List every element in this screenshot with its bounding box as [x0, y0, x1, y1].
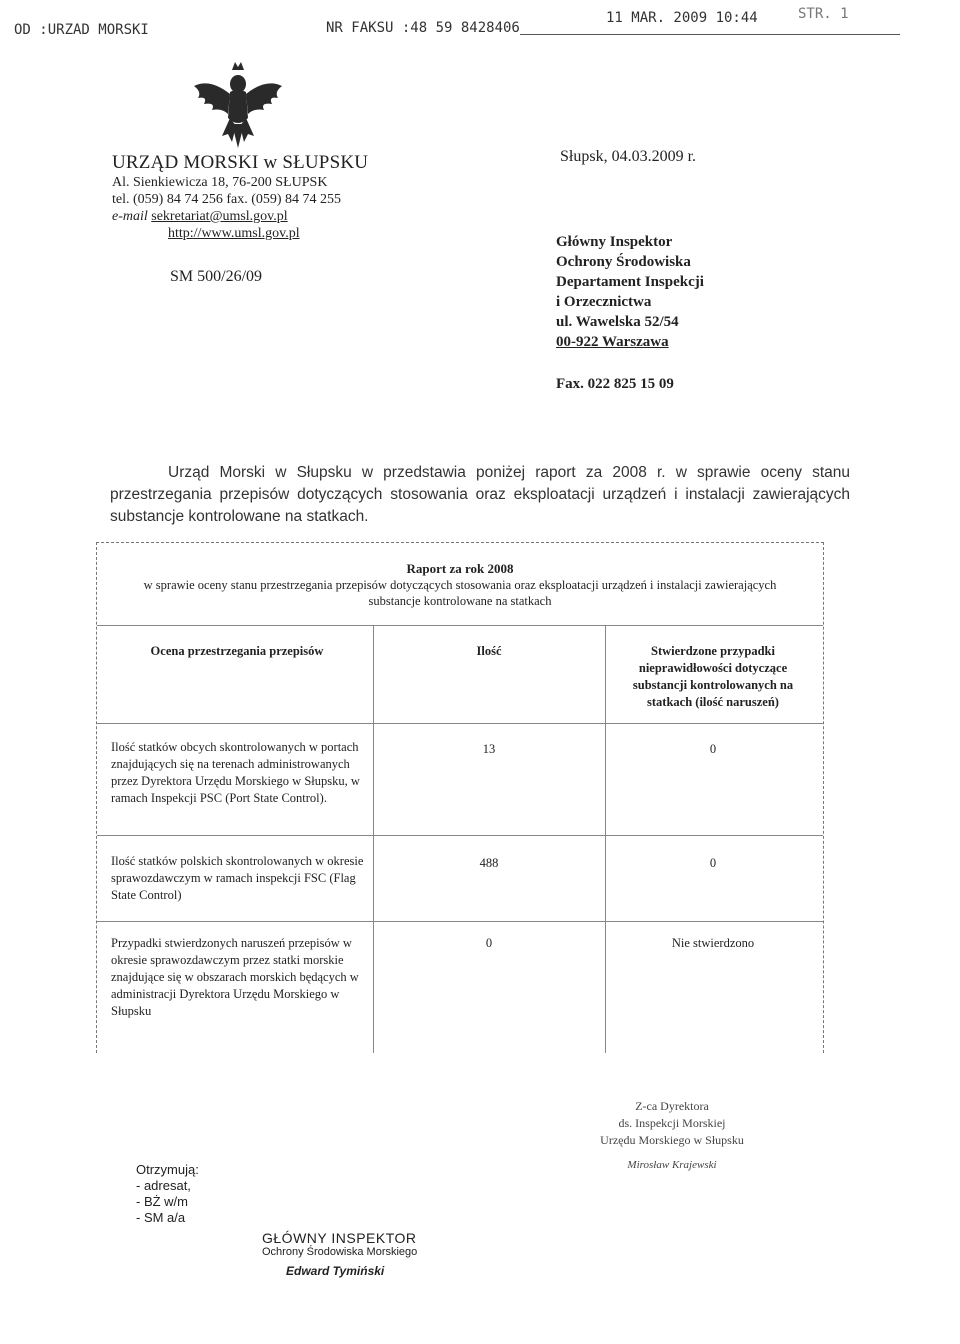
sender-email-link[interactable]: sekretariat@umsl.gov.pl — [151, 209, 288, 224]
table-rule — [97, 723, 823, 724]
row-1-count: 13 — [482, 742, 496, 756]
report-subtitle: w sprawie oceny stanu przestrzegania przepisów dotyczących stosowania oraz eksploatacji urządzeń i instalacji zawierających substancje kontrolowane na statkach — [143, 578, 777, 608]
eagle-emblem-icon — [188, 58, 288, 150]
recipient-line-6: 00-922 Warszawa — [556, 334, 669, 350]
sender-website-link[interactable]: http://www.umsl.gov.pl — [168, 226, 300, 241]
recipient-line-3: Departament Inspekcji — [556, 274, 704, 290]
row-2-violations: 0 — [709, 856, 717, 870]
stamp-line-3: Edward Tymiński — [286, 1264, 385, 1278]
recipient-line-1: Główny Inspektor — [556, 234, 673, 250]
intro-paragraph — [110, 462, 850, 528]
sender-block — [112, 152, 442, 242]
column-header-assessment: Ocena przestrzegania przepisów — [150, 644, 324, 658]
row-3-count: 0 — [485, 936, 493, 950]
row-1-violations: 0 — [709, 742, 717, 756]
fax-date-time: 11 MAR. 2009 10:44 — [606, 10, 758, 26]
fax-number-header: NR FAKSU :48 59 8428406 — [326, 20, 520, 36]
signature-line-1: Z-ca Dyrektora — [635, 1099, 709, 1113]
table-column-divider — [605, 625, 606, 1053]
recipient-line-4: i Orzecznictwa — [556, 294, 652, 310]
sender-org-name: URZĄD MORSKI w SŁUPSKU — [112, 152, 369, 173]
table-rule — [97, 625, 823, 626]
recipient-line-5: ul. Wawelska 52/54 — [556, 314, 679, 330]
distribution-item: - BŻ w/m — [136, 1194, 188, 1209]
column-header-violations: Stwierdzone przypadki nieprawidłowości dotyczące substancji kontrolowanych na statkach (ilość naruszeń) — [632, 644, 794, 709]
recipient-line-2: Ochrony Środowiska — [556, 254, 691, 270]
sender-email-label: e-mail — [112, 209, 148, 224]
intro-text: Urząd Morski w Słupsku w przedstawia poniżej raport za 2008 r. w sprawie oceny stanu przestrzegania przepisów dotyczących stosowania oraz eksploatacji urządzeń i instalacji zawierających substancje kontrolowane na statkach. — [110, 464, 850, 525]
distribution-label: Otrzymują: — [136, 1162, 199, 1177]
sender-email-row — [112, 208, 442, 225]
fax-from: OD :URZAD MORSKI — [14, 22, 149, 38]
sender-phone-fax: tel. (059) 84 74 256 fax. (059) 84 74 255 — [112, 192, 342, 207]
signature-line-3: Urzędu Morskiego w Słupsku — [600, 1133, 744, 1147]
fax-transmission-header — [0, 4, 960, 44]
stamp-line-1: GŁÓWNY INSPEKTOR — [262, 1230, 417, 1246]
recipient-block — [556, 232, 704, 352]
received-stamp — [262, 1230, 417, 1278]
table-rule — [97, 835, 823, 836]
distribution-item: - SM a/a — [136, 1210, 186, 1225]
fax-page: STR. 1 — [798, 6, 849, 22]
row-3-description: Przypadki stwierdzonych naruszeń przepisów w okresie sprawozdawczym przez statki morskie znajdujące się w obszarach morskich będących w administracji Dyrektora Urzędu Morskiego w Słupsku — [111, 936, 359, 1018]
fax-header-line — [520, 34, 900, 35]
sender-address: Al. Sienkiewicza 18, 76-200 SŁUPSK — [112, 175, 328, 190]
row-1-description: Ilość statków obcych skontrolowanych w portach znajdujących się na terenach administrowanych przez Dyrektora Urzędu Morskiego w Słupsku, w ramach Inspekcji PSC (Port State Control). — [111, 740, 360, 805]
place-date: Słupsk, 04.03.2009 r. — [560, 148, 697, 165]
signature-block — [572, 1098, 772, 1174]
table-rule — [97, 921, 823, 922]
recipient-fax-number: Fax. 022 825 15 09 — [556, 376, 674, 392]
distribution-item: - adresat, — [136, 1178, 191, 1193]
table-column-divider — [373, 625, 374, 1053]
row-2-description: Ilość statków polskich skontrolowanych w okresie sprawozdawczym w ramach inspekcji FSC (Flag State Control) — [111, 854, 364, 902]
row-3-violations: Nie stwierdzono — [671, 936, 755, 950]
column-header-count: Ilość — [476, 644, 502, 658]
distribution-list — [136, 1162, 199, 1226]
signature-line-2: ds. Inspekcji Morskiej — [618, 1116, 726, 1130]
reference-number: SM 500/26/09 — [170, 268, 263, 285]
report-heading — [97, 561, 823, 609]
report-table — [96, 542, 824, 1053]
report-title: Raport za rok 2008 — [406, 561, 514, 576]
row-2-count: 488 — [479, 856, 499, 870]
stamp-line-2: Ochrony Środowiska Morskiego — [262, 1246, 418, 1258]
signature-name: Mirosław Krajewski — [627, 1159, 717, 1171]
